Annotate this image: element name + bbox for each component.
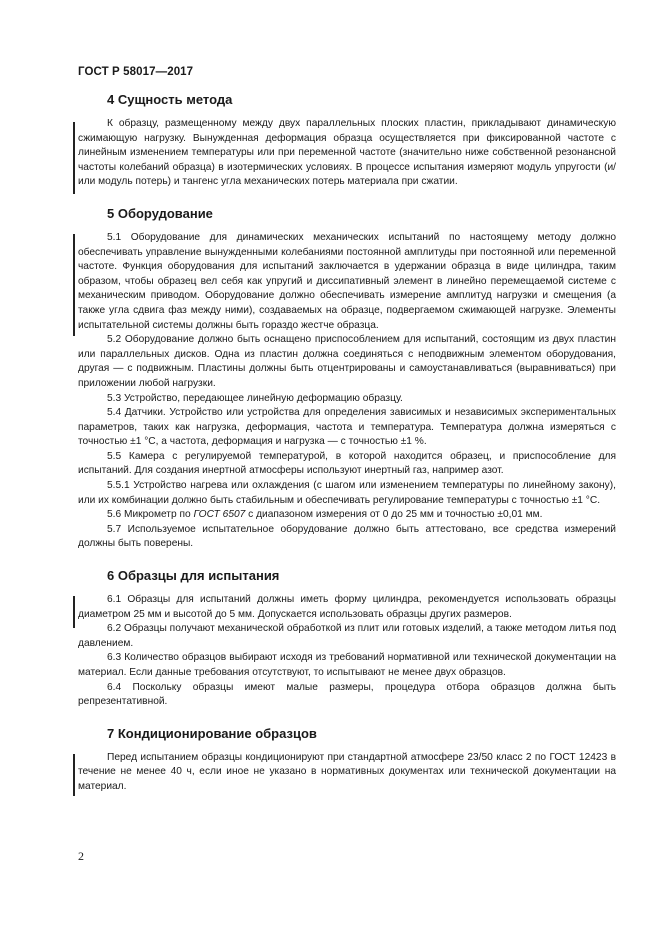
paragraph-tail: с диапазоном измерения от 0 до 25 мм и точностью ±0,01 мм. (245, 509, 543, 521)
section-5 (78, 206, 616, 552)
change-bar (73, 596, 75, 628)
section-title: 6 Образцы для испытания (107, 568, 280, 584)
paragraph: 6.4 Поскольку образцы имеют малые размеры, процедура отбора образцов должна быть репрезентативной. (78, 681, 616, 708)
paragraph: 5.5 Камера с регулируемой температурой, в которой находится образец, и приспособление для испытаний. Для создания инертной атмосферы используют инертный газ, например азот. (78, 450, 616, 477)
section-title: 4 Сущность метода (107, 92, 233, 107)
paragraph: 5.5.1 Устройство нагрева или охлаждения (с шагом или изменением температуры по линейному закону), или их комбинации должно быть стабильным и обеспечивать регулирование температуры с точностью ±1 °С. (78, 480, 616, 506)
document-body (78, 90, 616, 795)
paragraph: 6.2 Образцы получают механической обработкой из плит или готовых изделий, а также методом литья под давлением. (78, 623, 616, 649)
paragraph (78, 508, 616, 523)
standard-reference: ГОСТ 6507 (193, 509, 246, 521)
paragraph: 6.3 Количество образцов выбирают исходя из требований нормативной или технической документации на материал. Если данные требования отсутствуют, то испытывают не менее двух образцов. (78, 652, 616, 678)
page-number: 2 (78, 849, 84, 863)
section-6 (78, 568, 616, 710)
section-7 (78, 726, 616, 795)
paragraph: 5.4 Датчики. Устройство или устройства для определения зависимых и независимых экспериментальных параметров, таких как нагрузка, деформация, частота и температура. Температура должна измеряться с точностью ±1 °С, а частота, деформация и нагрузка — с точностью ±1 %. (78, 407, 616, 448)
section-title: 5 Оборудование (107, 205, 213, 221)
section-4 (78, 92, 616, 190)
paragraph: 6.1 Образцы для испытаний должны иметь форму цилиндра, рекомендуется использовать образцы диаметром 25 мм и высотой до 5 мм. Допускается использовать образцы других размеров. (78, 594, 616, 620)
change-bar (73, 754, 75, 796)
change-bar (73, 234, 75, 336)
paragraph: 5.2 Оборудование должно быть оснащено приспособлением для испытаний, состоящим из двух пластин или параллельных дисков. Одна из пластин должна соединяться с неподвижным элементом оборудования, другая — с подвижным. Пластины должны быть отцентрированы и самоустанавливаться (выравниваться) при приложении любой нагрузки. (78, 334, 616, 389)
paragraph: 5.7 Используемое испытательное оборудование должно быть аттестовано, все средства измерений должны быть поверены. (78, 523, 616, 550)
paragraph: Перед испытанием образцы кондиционируют при стандартной атмосфере 23/50 класс 2 по ГОСТ 12423 в течение не менее 40 ч, если иное не указано в нормативных документах или технической документации на материал. (78, 751, 616, 792)
paragraph: 5.3 Устройство, передающее линейную деформацию образцу. (107, 392, 403, 404)
section-title: 7 Кондиционирование образцов (107, 725, 317, 741)
paragraph: 5.1 Оборудование для динамических механических испытаний по настоящему методу должно обеспечивать управление вынужденными колебаниями постоянной амплитуды при постоянной или переменной частоте. Функция оборудования для испытаний заключается в удержании образца в виде цилиндра, таким образом, чтобы образец вел себя как упругий и диссипативный элемент в линейно перемещаемой системе с механическим приводом. Оборудование должно обеспечивать измерение амплитуд нагрузки и смещения (а также угла сдвига фаз между ними), создаваемых на образце, подвергаемом сжимающей нагрузке. Элементы испытательной системы должны быть гораздо жестче образца. (78, 231, 616, 331)
document-header: ГОСТ Р 58017—2017 (78, 66, 194, 78)
paragraph-lead: 5.6 Микрометр по (107, 509, 194, 521)
change-bar (73, 122, 75, 194)
paragraph: К образцу, размещенному между двух параллельных плоских пластин, прикладывают динамическую сжимающую нагрузку. Вынужденная деформация образца осуществляется при фиксированной частоте с линейным изменением температуры или при переменной частоте (значительно ниже собственной резонансной частоты колебаний образца) в изотермических условиях. В процессе испытания измеряют модуль упругости (и/или модуль потерь) и тангенс угла механических потерь материала при сжатии. (78, 118, 616, 188)
